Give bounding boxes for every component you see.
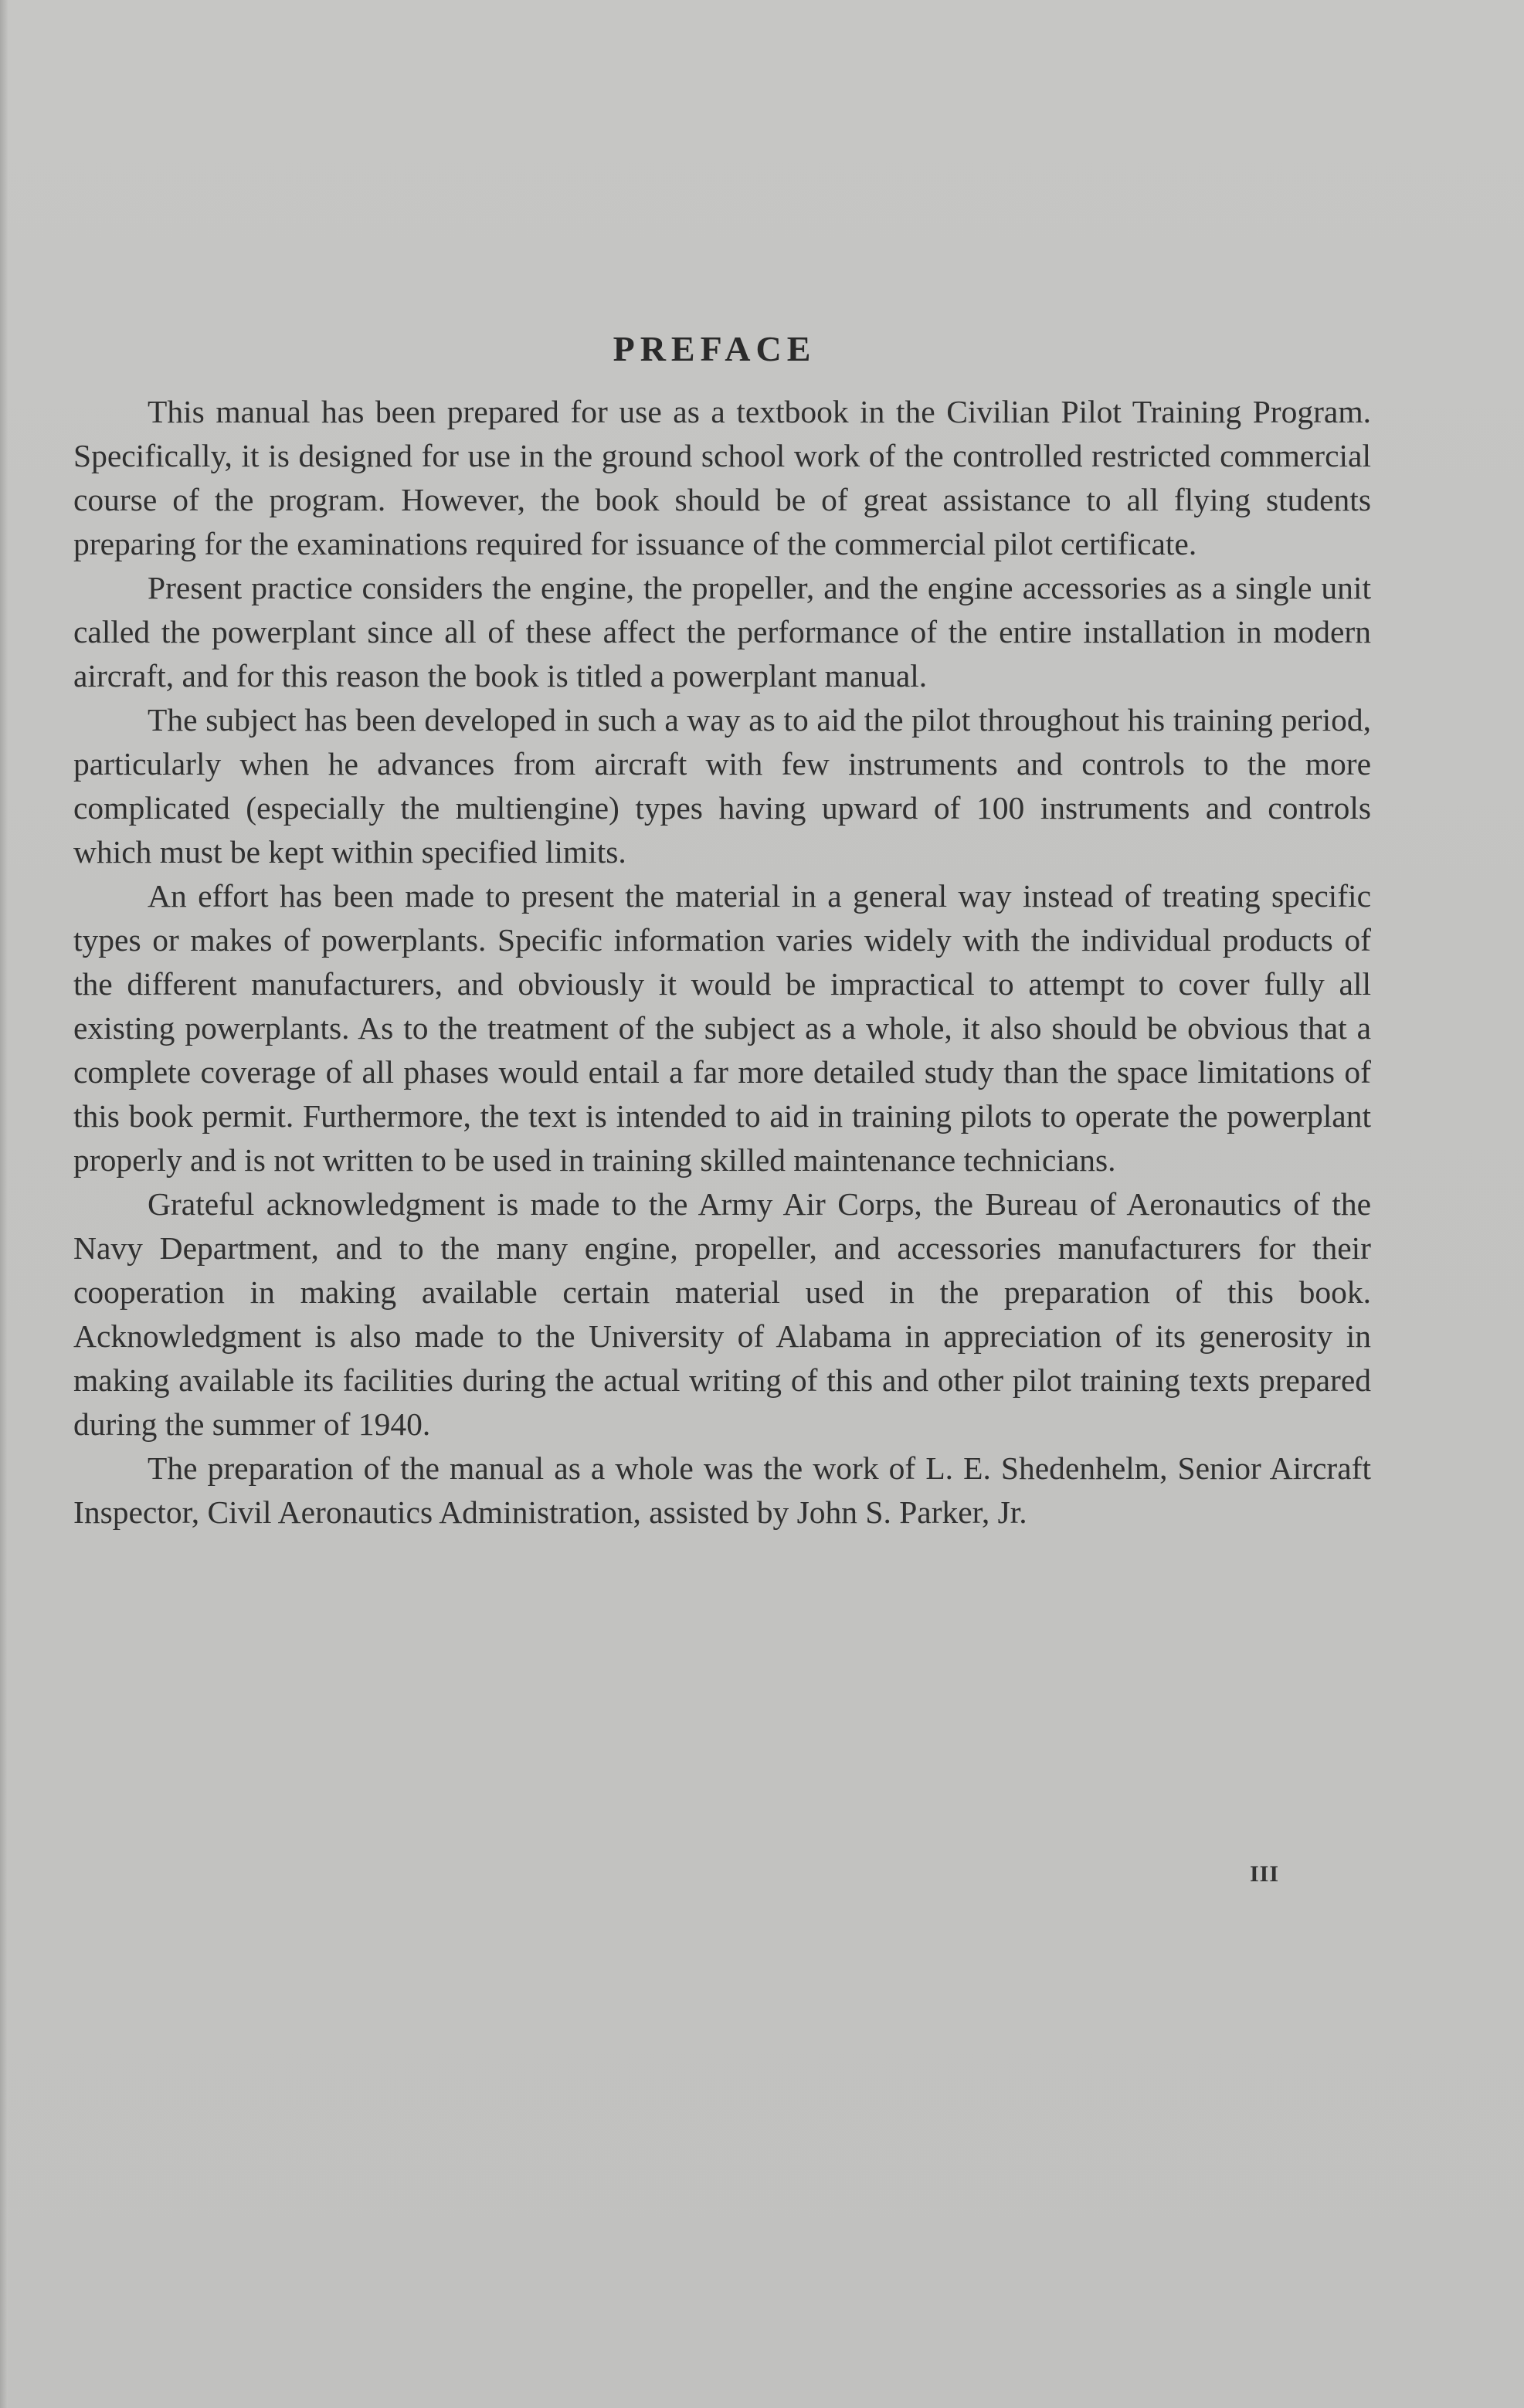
paragraph-acknowledgment: Grateful acknowledgment is made to the Army Air Corps, the Bureau of Aeronautics of the Navy Department, and to the many engine, propeller, and accessories manufacturers for their cooperation in making available certain material used in the preparation of this book. Acknowledgment is also made to the University of Alabama in appreciation of its generosity in making available its facilities during the actual writing of this and other pilot training texts prepared during the summer of 1940. [73, 1186, 1371, 1442]
paragraph-authorship: The preparation of the manual as a whole was the work of L. E. Shedenhelm, Senior Aircraft Inspector, Civil Aeronautics Administration, assisted by John S. Parker, Jr. [73, 1450, 1371, 1530]
page-title: PREFACE [613, 329, 816, 368]
paragraph-subject-development: The subject has been developed in such a way as to aid the pilot throughout his training period, particularly when he advances from aircraft with few instruments and controls to the more complicated (especially the multiengine) types having upward of 100 instruments and controls which must be kept within specified limits. [73, 702, 1371, 870]
paragraph-powerplant-definition: Present practice considers the engine, the propeller, and the engine accessories as a single unit called the powerplant since all of these affect the performance of the entire installation in modern aircraft, and for this reason the book is titled a powerplant manual. [73, 570, 1371, 694]
paragraph-purpose: This manual has been prepared for use as a textbook in the Civilian Pilot Training Program. Specifically, it is designed for use in the ground school work of the controlled restricted commercial course of the program. However, the book should be of great assistance to all flying students preparing for the examinations required for issuance of the commercial pilot certificate. [73, 394, 1371, 561]
preface-body [73, 390, 1371, 1535]
page-number: III [1250, 1861, 1280, 1887]
paragraph-general-approach: An effort has been made to present the material in a general way instead of treating specific types or makes of powerplants. Specific information varies widely with the individual products of the different manufacturers, and obviously it would be impractical to attempt to cover fully all existing powerplants. As to the treatment of the subject as a whole, it also should be obvious that a complete coverage of all phases would entail a far more detailed study than the space limitations of this book permit. Furthermore, the text is intended to aid in training pilots to operate the powerplant properly and is not written to be used in training skilled maintenance technicians. [73, 878, 1371, 1178]
